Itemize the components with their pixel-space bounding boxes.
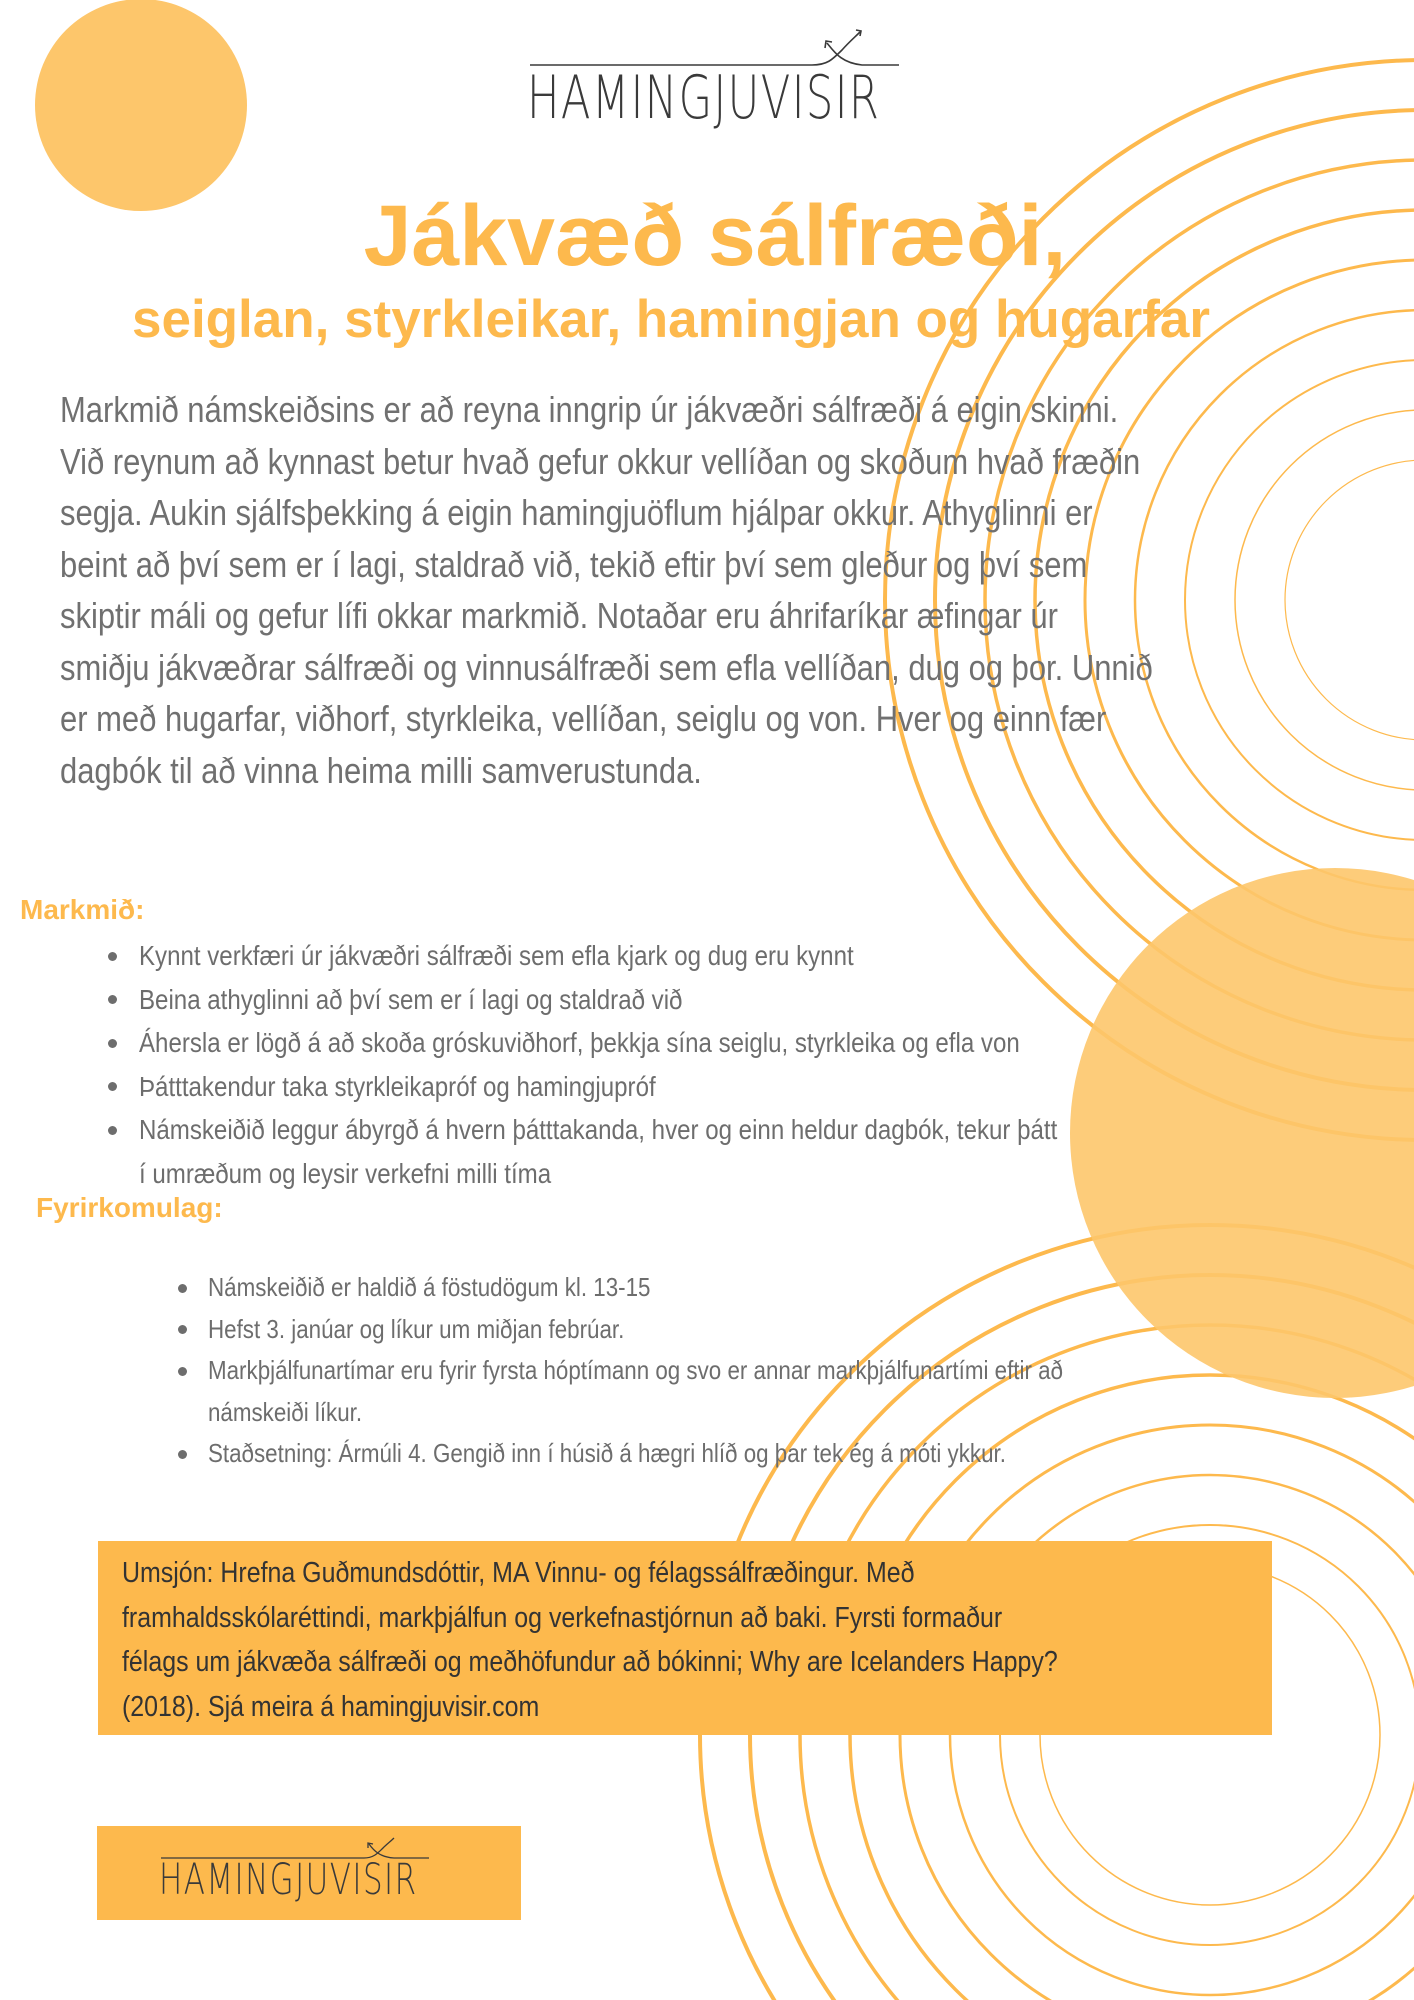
bullet-icon [178,1450,187,1459]
bullet-icon [108,1126,117,1135]
list-item: Staðsetning: Ármúli 4. Gengið inn í húsið á hægri hlíð og þar tek ég á móti ykkur. [208,1438,1006,1468]
facilitator-line: (2018). Sjá meira á hamingjuvisir.com [122,1690,540,1723]
intro-line: skiptir máli og gefur lífi okkar markmið. Notaðar eru áhrifaríkar æfingar úr [60,595,1058,636]
bullet-icon [178,1284,187,1293]
intro-line: beint að því sem er í lagi, staldrað við, tekið eftir því sem gleður og því sem [60,543,1088,585]
ring-top [1185,360,1414,840]
facilitator-line: framhaldsskólaréttindi, markþjálfun og verkefnastjórnun að baki. Fyrsti formaður [122,1601,1003,1634]
ring-top [1135,310,1414,890]
goals-heading: Markmið: [20,894,145,925]
facilitator-line: Umsjón: Hrefna Guðmundsdóttir, MA Vinnu- og félagssálfræðingur. Með [122,1557,915,1589]
ring-top [1235,410,1414,790]
bullet-icon [178,1367,187,1376]
right-large-circle [1070,868,1414,1398]
list-item: Námskeiðið er haldið á föstudögum kl. 13-15 [208,1272,651,1302]
list-item: Námskeiðið leggur ábyrgð á hvern þátttakanda, hver og einn heldur dagbók, tekur þátt [139,1114,1058,1145]
list-item: Þátttakendur taka styrkleikapróf og hamingjupróf [139,1070,656,1102]
facilitator-line: félags um jákvæða sálfræði og meðhöfundur að bókinni; Why are Icelanders Happy? [122,1646,1058,1678]
arrangement-heading: Fyrirkomulag: [36,1192,223,1223]
list-item: Áhersla er lögð á að skoða gróskuviðhorf, þekkja sína seiglu, styrkleika og efla von [139,1027,1020,1058]
list-item: námskeiði líkur. [208,1396,363,1427]
ring-top [1285,460,1414,740]
intro-line: smiðju jákvæðrar sálfræði og vinnusálfræði sem efla vellíðan, dug og þor. Unnið [60,646,1153,688]
page-subtitle: seiglan, styrkleikar, hamingjan og hugarfar [132,290,1211,349]
list-item: Hefst 3. janúar og líkur um miðjan febrúar. [208,1313,625,1344]
intro-line: er með hugarfar, viðhorf, styrkleika, vellíðan, seiglu og von. Hver og einn fær [60,698,1107,739]
intro-line: Markmið námskeiðsins er að reyna inngrip úr jákvæðri sálfræði á eigin skinni. [60,389,1119,430]
intro-line: dagbók til að vinna heima milli samverustunda. [60,749,702,791]
intro-line: segja. Aukin sjálfsþekking á eigin hamingjuöflum hjálpar okkur. Athyglinni er [60,492,1093,533]
list-item: Beina athyglinni að því sem er í lagi og staldrað við [139,983,683,1015]
footer-logo-wordmark: HAMINGJUVISIR [159,1855,418,1905]
top-left-circle [35,0,247,211]
bullet-icon [108,952,117,961]
page-title: Jákvæð sálfræði, [363,188,1067,284]
footer-logo-box [97,1826,521,1920]
list-item: Kynnt verkfæri úr jákvæðri sálfræði sem efla kjark og dug eru kynnt [139,940,854,971]
bullet-icon [108,1039,117,1048]
facilitator-box [98,1541,1272,1735]
header-logo [527,28,907,133]
logo-wordmark: HAMINGJUVISIR [527,63,881,133]
intro-line: Við reynum að kynnast betur hvað gefur okkur vellíðan og skoðum hvað fræðin [60,440,1141,482]
list-item: í umræðum og leysir verkefni milli tíma [139,1157,552,1189]
list-item: Markþjálfunartímar eru fyrir fyrsta hóptímann og svo er annar markþjálfunartími eftir að [208,1355,1063,1385]
